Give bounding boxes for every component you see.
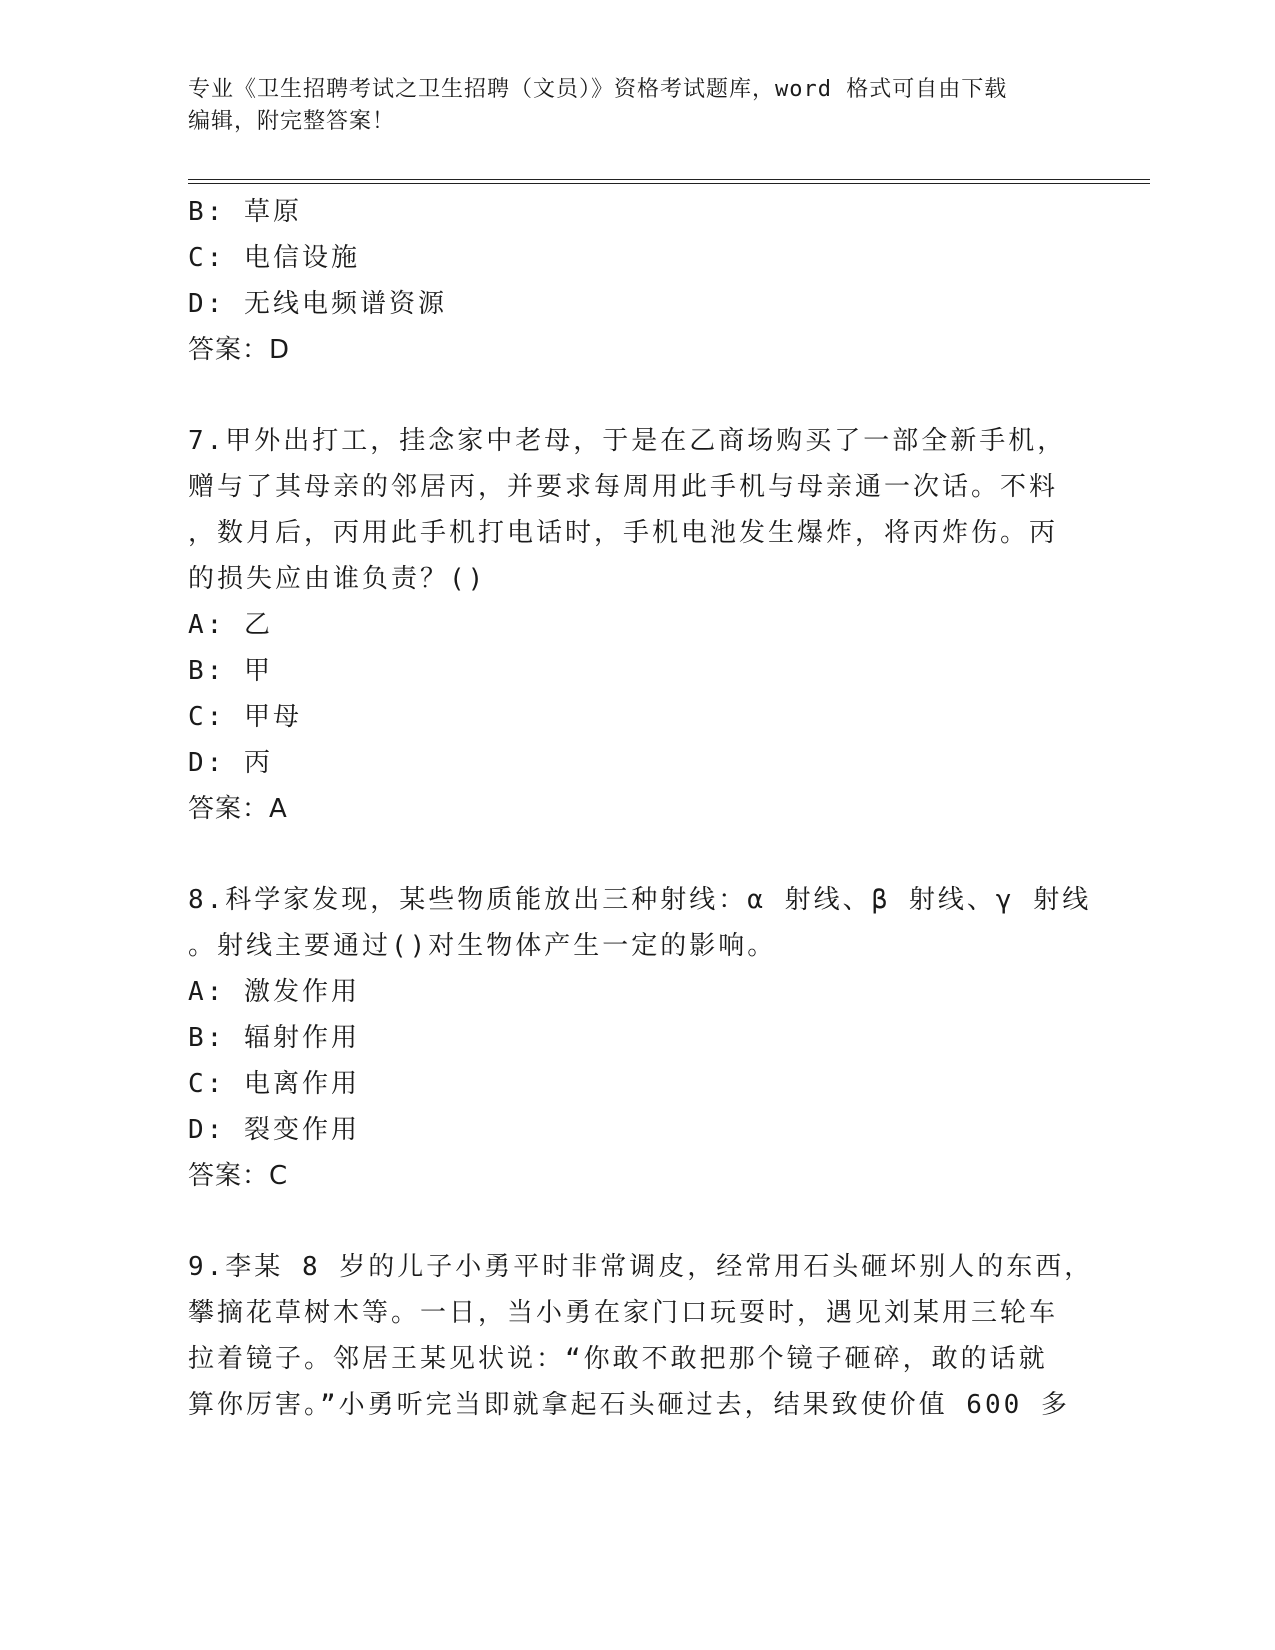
header-line-2: 编辑，附完整答案！	[188, 109, 396, 134]
question-stem-line: 9.李某 8 岁的儿子小勇平时非常调皮，经常用石头砸坏别人的东西，	[188, 1252, 1094, 1282]
question-stem-line: 攀摘花草树木等。一日，当小勇在家门口玩耍时，遇见刘某用三轮车	[188, 1298, 1059, 1328]
spacer	[188, 373, 1088, 418]
question-9	[188, 1244, 1094, 1428]
option-b: B: 草原	[188, 197, 302, 227]
option-b: B: 甲	[188, 656, 273, 686]
header-line-1: 专业《卫生招聘考试之卫生招聘（文员）》资格考试题库，word 格式可自由下载	[188, 77, 1008, 102]
option-d: D: 裂变作用	[188, 1115, 360, 1145]
header-divider-bottom	[188, 183, 1150, 184]
page-header	[188, 74, 1088, 138]
option-a: A: 激发作用	[188, 977, 360, 1007]
question-stem-line: 7.甲外出打工，挂念家中老母，于是在乙商场购买了一部全新手机，	[188, 426, 1067, 456]
question-stem-line: 赠与了其母亲的邻居丙，并要求每周用此手机与母亲通一次话。不料	[188, 472, 1059, 502]
question-content	[188, 189, 1094, 1428]
option-b: B: 辐射作用	[188, 1023, 360, 1053]
answer-line: 答案：C	[188, 1161, 289, 1191]
option-c: C: 电信设施	[188, 243, 360, 273]
option-a: A: 乙	[188, 610, 273, 640]
option-d: D: 无线电频谱资源	[188, 289, 447, 319]
answer-line: 答案：A	[188, 794, 288, 824]
option-c: C: 电离作用	[188, 1069, 360, 1099]
answer-line: 答案：D	[188, 335, 291, 365]
question-6	[188, 189, 1088, 373]
header-divider-top	[188, 179, 1150, 180]
question-stem-line: 算你厉害。”小勇听完当即就拿起石头砸过去，结果致使价值 600 多	[188, 1390, 1070, 1420]
question-stem-line: 。射线主要通过()对生物体产生一定的影响。	[188, 931, 777, 961]
question-stem-line: 拉着镜子。邻居王某见状说：“你敢不敢把那个镜子砸碎，敢的话就	[188, 1344, 1048, 1374]
spacer	[188, 832, 1088, 877]
option-c: C: 甲母	[188, 702, 302, 732]
question-stem-line: 的损失应由谁负责？()	[188, 564, 487, 594]
question-stem-line: ，数月后，丙用此手机打电话时，手机电池发生爆炸，将丙炸伤。丙	[188, 518, 1059, 548]
question-8	[188, 877, 1092, 1199]
option-d: D: 丙	[188, 748, 273, 778]
question-7	[188, 418, 1088, 832]
spacer	[188, 1199, 1088, 1244]
question-stem-line: 8.科学家发现，某些物质能放出三种射线：α 射线、β 射线、γ 射线	[188, 885, 1092, 915]
